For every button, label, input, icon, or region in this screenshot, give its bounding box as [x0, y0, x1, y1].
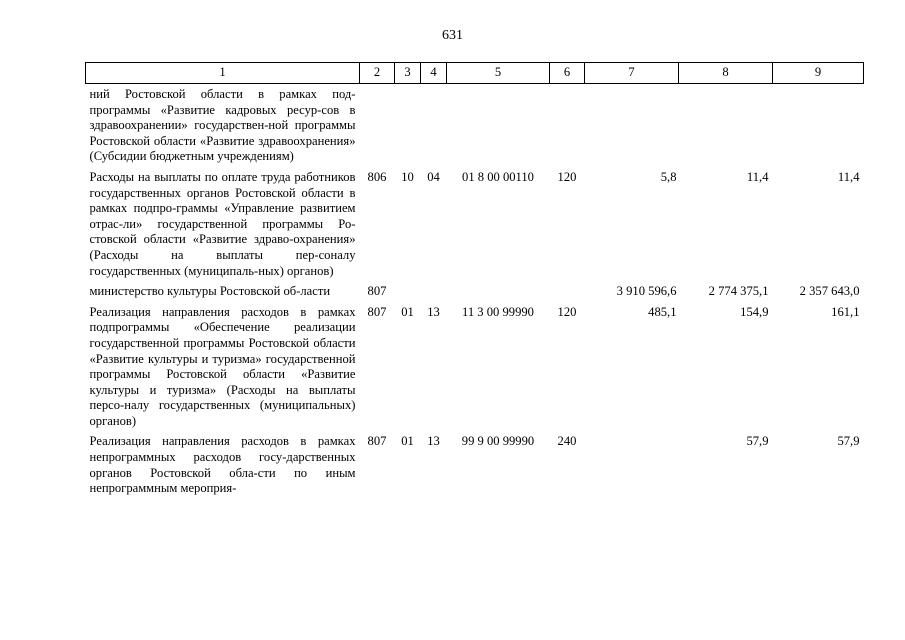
row-expense-type: 120	[557, 304, 577, 319]
row-ministry-code	[360, 84, 395, 170]
row-amount-year3: 57,9	[837, 434, 860, 449]
row-amount-year3: 11,4	[837, 169, 860, 184]
row-section: 01	[401, 304, 414, 319]
row-section	[395, 84, 421, 170]
row-target-article	[447, 284, 550, 305]
row-amount-year3: 161,1	[831, 304, 860, 319]
row-description: министерство культуры Ростовской об-ласти	[89, 284, 331, 299]
header-col-8: 8	[679, 63, 773, 84]
row-section: 01	[401, 434, 414, 449]
row-amount-year2	[679, 84, 773, 170]
row-subsection: 13	[427, 304, 440, 319]
row-amount-year1: 485,1	[648, 304, 677, 319]
budget-table	[85, 62, 864, 502]
row-subsection	[421, 284, 447, 305]
row-amount-year2: 154,9	[740, 304, 769, 319]
row-target-article: 99 9 00 99990	[461, 434, 535, 449]
row-ministry-code: 807	[367, 284, 387, 299]
row-amount-year3: 2 357 643,0	[799, 284, 860, 299]
row-amount-year3	[773, 84, 864, 170]
row-amount-year2: 57,9	[746, 434, 769, 449]
row-amount-year1: 3 910 596,6	[616, 284, 677, 299]
row-amount-year2: 2 774 375,1	[708, 284, 769, 299]
row-amount-year1: 5,8	[660, 169, 677, 184]
header-col-5: 5	[447, 63, 550, 84]
row-target-article: 11 3 00 99990	[462, 304, 534, 319]
row-target-article	[447, 84, 550, 170]
table-row	[86, 284, 864, 305]
row-ministry-code: 806	[367, 169, 387, 184]
row-amount-year1	[585, 434, 679, 501]
row-description: Реализация направления расходов в рамках непрограммных расходов госу-дарственных органов Ростовской обла-сти по иным непрограммным мероприя-	[89, 434, 356, 496]
row-expense-type	[550, 284, 585, 305]
row-subsection	[421, 84, 447, 170]
row-amount-year1	[585, 84, 679, 170]
row-ministry-code: 807	[367, 434, 387, 449]
row-amount-year2: 11,4	[746, 169, 769, 184]
row-subsection: 04	[427, 169, 440, 184]
row-description: ний Ростовской области в рамках под-программы «Развитие кадровых ресур-сов в здравоохранении» государствен-ной программы Ростовской области «Развитие здравоохранения» (Субсидии бюджетным учреждениям)	[89, 87, 356, 164]
header-col-1: 1	[86, 63, 360, 84]
header-col-3: 3	[395, 63, 421, 84]
row-expense-type: 240	[557, 434, 577, 449]
table-row	[86, 170, 864, 284]
row-section: 10	[401, 169, 414, 184]
row-expense-type	[550, 84, 585, 170]
row-section	[395, 284, 421, 305]
row-subsection: 13	[427, 434, 440, 449]
row-description: Расходы на выплаты по оплате труда работников государственных органов Ростовской области в рамках подпро-граммы «Управление развитием отрас-ли» государственной программы Ро-стовской области «Развитие здраво-охранения» (Расходы на выплаты пер-соналу государственных (муниципаль-ных) органов)	[89, 169, 356, 278]
row-target-article: 01 8 00 00110	[462, 169, 534, 184]
header-row	[86, 63, 864, 84]
header-col-6: 6	[550, 63, 585, 84]
header-col-9: 9	[773, 63, 864, 84]
table-row	[86, 84, 864, 170]
row-ministry-code: 807	[367, 304, 387, 319]
row-expense-type: 120	[557, 169, 577, 184]
row-description: Реализация направления расходов в рамках подпрограммы «Обеспечение реализации государственной программы Ростовской области «Развитие культуры и туризма» государственной программы Ростовской области «Развитие культуры и туризма» (Расходы на выплаты персо-налу государственных (муниципальных) органов)	[89, 304, 356, 428]
header-col-2: 2	[360, 63, 395, 84]
header-col-4: 4	[421, 63, 447, 84]
table-row	[86, 434, 864, 501]
page-number: 631	[442, 28, 463, 43]
table-row	[86, 305, 864, 435]
header-col-7: 7	[585, 63, 679, 84]
